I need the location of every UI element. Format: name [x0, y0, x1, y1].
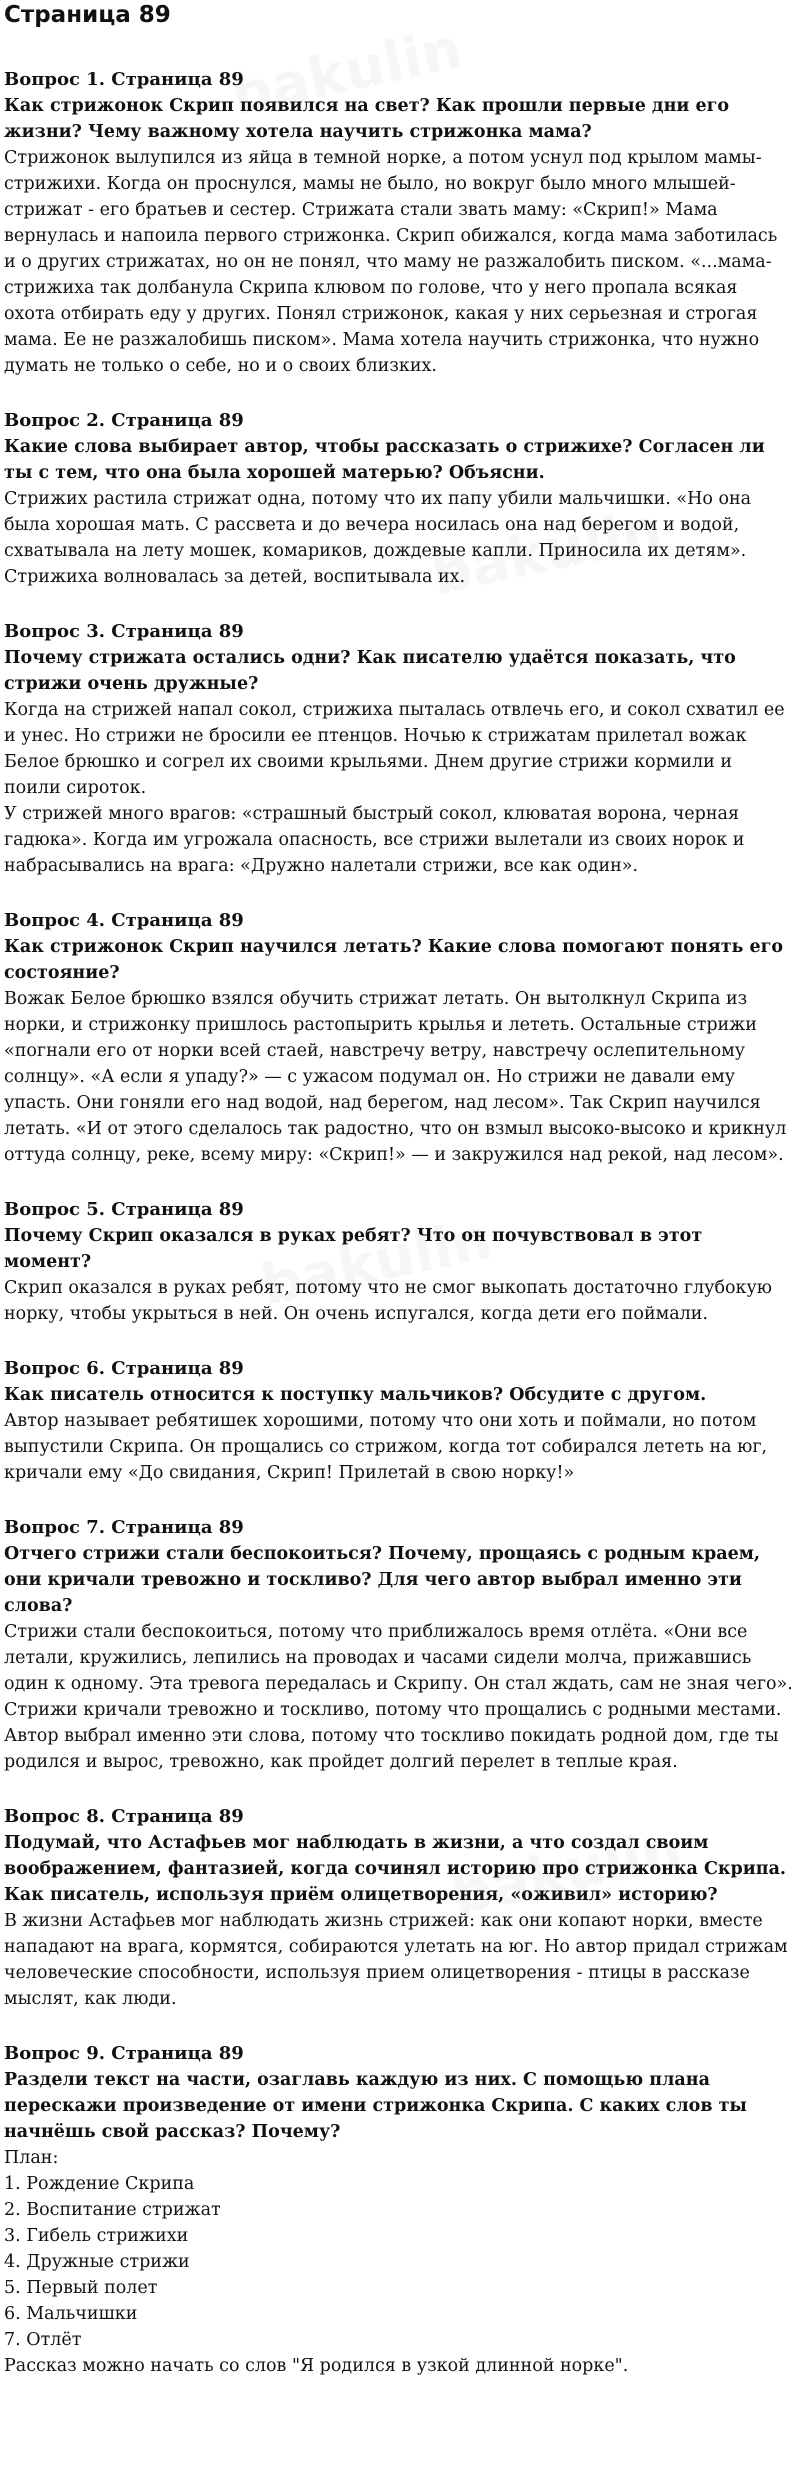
question-text: Почему стрижата остались одни? Как писателю удаётся показать, что стрижи очень дружные?	[4, 648, 736, 694]
question-heading: Вопрос 1. Страница 89	[4, 69, 244, 90]
answer-text: Автор называет ребятишек хорошими, потому что они хоть и поймали, но потом выпустили Скрипа. Он прощались со стрижом, когда тот собирался лететь на юг, кричали ему «До свидания, Скрип! Прилетай в свою норку!»	[4, 1411, 768, 1483]
plan-item: 3. Гибель стрижихи	[4, 2226, 189, 2246]
question-text: Как писатель относится к поступку мальчиков? Обсудите с другом.	[4, 1385, 707, 1405]
question-heading: Вопрос 5. Страница 89	[4, 1199, 244, 1220]
question-block-2	[4, 408, 794, 590]
question-block-1	[4, 67, 794, 379]
page-title: Страница 89	[4, 2, 171, 28]
answer-text: Скрип оказался в руках ребят, потому что не смог выкопать достаточно глубокую норку, чтобы укрыться в ней. Он очень испугался, когда дети его поймали.	[4, 1278, 773, 1324]
plan-item: 1. Рождение Скрипа	[4, 2174, 195, 2194]
plan-item: 2. Воспитание стрижат	[4, 2200, 221, 2220]
question-block-9	[4, 2041, 794, 2379]
answer-text: Вожак Белое брюшко взялся обучить стрижат летать. Он вытолкнул Скрипа из норки, и стрижонку пришлось растопырить крылья и лететь. Остальные стрижи «погнали его от норки всей стаей, навстречу ветру, навстречу ослепительному солнцу». «А если я упаду?» — с ужасом подумал он. Но стрижи не давали ему упасть. Они гоняли его над водой, над берегом, над лесом». Так Скрип научился летать. «И от этого сделалось так радостно, что он взмыл высоко-высоко и крикнул оттуда солнцу, реке, всему миру: «Скрип!» — и закружился над рекой, над лесом».	[4, 989, 787, 1165]
question-block-4	[4, 908, 794, 1168]
answer-text: Рассказ можно начать со слов "Я родился в узкой длинной норке".	[4, 2356, 629, 2376]
answer-text-continued: У стрижей много врагов: «страшный быстрый сокол, клюватая ворона, черная гадюка». Когда им угрожала опасность, все стрижи вылетали из своих норок и набрасывались на врага: «Дружно налетали стрижи, все как один».	[4, 804, 745, 876]
plan-label: План:	[4, 2148, 59, 2168]
plan-item: 6. Мальчишки	[4, 2304, 138, 2324]
question-block-5	[4, 1197, 794, 1327]
question-heading: Вопрос 4. Страница 89	[4, 910, 244, 931]
question-text: Почему Скрип оказался в руках ребят? Что он почувствовал в этот момент?	[4, 1226, 703, 1272]
question-heading: Вопрос 9. Страница 89	[4, 2043, 244, 2064]
answer-text: Когда на стрижей напал сокол, стрижиха пыталась отвлечь его, и сокол схватил ее и унес. Но стрижи не бросили ее птенцов. Ночью к стрижатам прилетал вожак Белое брюшко и согрел их своими крыльями. Днем другие стрижи кормили и поили сироток.	[4, 700, 785, 798]
question-text: Как стрижонок Скрип научился летать? Какие слова помогают понять его состояние?	[4, 937, 784, 983]
question-text: Какие слова выбирает автор, чтобы рассказать о стрижихе? Согласен ли ты с тем, что она была хорошей матерью? Объясни.	[4, 437, 765, 483]
answer-text: Стрижи стали беспокоиться, потому что приближалось время отлёта. «Они все летали, кружились, лепились на проводах и часами сидели молча, прижавшись один к одному. Эта тревога передалась и Скрипу. Он стал ждать, сам не зная чего». Стрижи кричали тревожно и тоскливо, потому что прощались с родными местами. Автор выбрал именно эти слова, потому что тоскливо покидать родной дом, где ты родился и вырос, тревожно, как пройдет долгий перелет в теплые края.	[4, 1622, 793, 1772]
answer-text: Стрижонок вылупился из яйца в темной норке, а потом уснул под крылом мамы-стрижихи. Когда он проснулся, мамы не было, но вокруг было много млышей-стрижат - его братьев и сестер. Стрижата стали звать маму: «Скрип!» Мама вернулась и напоила первого стрижонка. Скрип обижался, когда мама заботилась и о других стрижатах, но он не понял, что маму не разжалобить писком. «...мама-стрижиха так долбанула Скрипа клювом по голове, что у него пропала всякая охота отбирать еду у других. Понял стрижонок, какая у них серьезная и строгая мама. Ее не разжалобишь писком». Мама хотела научить стрижонка, что нужно думать не только о себе, но и о своих близких.	[4, 148, 778, 376]
question-heading: Вопрос 3. Страница 89	[4, 621, 244, 642]
question-text: Подумай, что Астафьев мог наблюдать в жизни, а что создал своим воображением, фантазией, когда сочинял историю про стрижонка Скрипа. Как писатель, используя приём олицетворения, «оживил» историю?	[4, 1833, 787, 1905]
question-block-8	[4, 1804, 794, 2012]
answer-text: Стрижих растила стрижат одна, потому что их папу убили мальчишки. «Но она была хорошая мать. С рассвета и до вечера носилась она над берегом и водой, схватывала на лету мошек, комариков, дождевые капли. Приносила их детям». Стрижиха волновалась за детей, воспитывала их.	[4, 489, 752, 587]
question-block-7	[4, 1515, 794, 1775]
question-heading: Вопрос 6. Страница 89	[4, 1358, 244, 1379]
question-heading: Вопрос 8. Страница 89	[4, 1806, 244, 1827]
plan-item: 7. Отлёт	[4, 2330, 82, 2350]
question-heading: Вопрос 2. Страница 89	[4, 410, 244, 431]
question-text: Как стрижонок Скрип появился на свет? Как прошли первые дни его жизни? Чему важному хотела научить стрижонка мама?	[4, 96, 729, 142]
plan-item: 5. Первый полет	[4, 2278, 158, 2298]
plan-item: 4. Дружные стрижи	[4, 2252, 190, 2272]
answer-text: В жизни Астафьев мог наблюдать жизнь стрижей: как они копают норки, вместе нападают на врага, кормятся, собираются улетать на юг. Но автор придал стрижам человеческие способности, используя прием олицетворения - птицы в рассказе мыслят, как люди.	[4, 1911, 788, 2009]
question-heading: Вопрос 7. Страница 89	[4, 1517, 244, 1538]
question-text: Отчего стрижи стали беспокоиться? Почему, прощаясь с родным краем, они кричали тревожно и тоскливо? Для чего автор выбрал именно эти слова?	[4, 1544, 760, 1616]
question-text: Раздели текст на части, озаглавь каждую из них. С помощью плана перескажи произведение от имени стрижонка Скрипа. С каких слов ты начнёшь свой рассказ? Почему?	[4, 2070, 747, 2142]
question-block-3	[4, 619, 794, 879]
question-block-6	[4, 1356, 794, 1486]
